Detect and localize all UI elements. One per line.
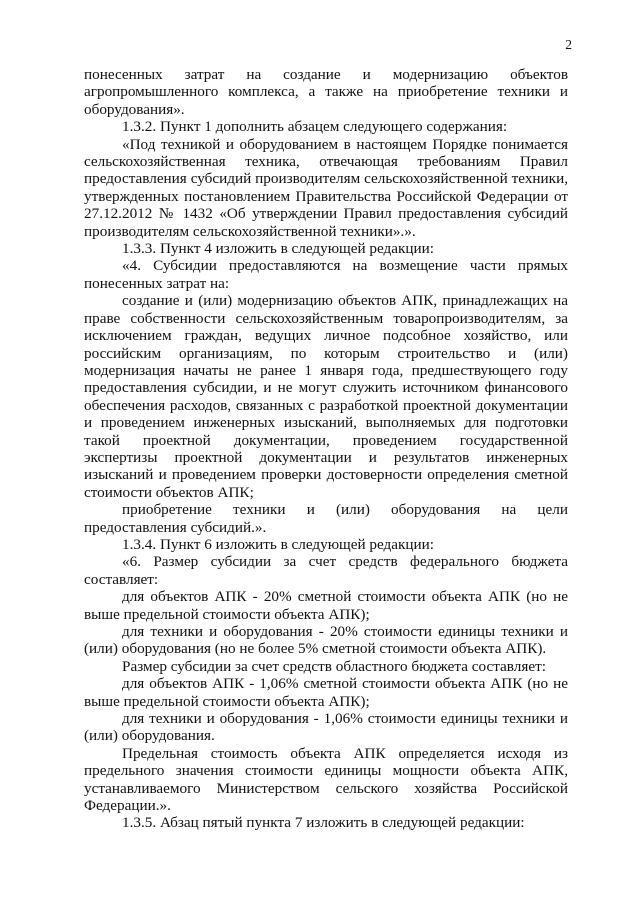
paragraph-federal-equipment: для техники и оборудования - 20% стоимости единицы техники и (или) оборудования (но не более 5% сметной стоимости объекта АПК). [84, 623, 568, 658]
paragraph-continuation: понесенных затрат на создание и модернизацию объектов агропромышленного комплекса, а также на приобретение техники и оборудования». [84, 66, 568, 118]
paragraph-clause-6: «6. Размер субсидии за счет средств федерального бюджета составляет: [84, 553, 568, 588]
paragraph-definition: «Под техникой и оборудованием в настоящем Порядке понимается сельскохозяйственная техника, отвечающая требованиям Правил предоставления субсидий производителям сельскохозяйственной техники, утвержденных постановлением Правительства Российской Федерации от 27.12.2012 № 1432 «Об утверждении Правил предоставления субсидий производителям сельскохозяйственной техники».». [84, 135, 568, 240]
paragraph-clause-4: «4. Субсидии предоставляются на возмещение части прямых понесенных затрат на: [84, 257, 568, 292]
paragraph-federal-objects: для объектов АПК - 20% сметной стоимости объекта АПК (но не выше предельной стоимости объекта АПК); [84, 588, 568, 623]
paragraph-item-1-3-4: 1.3.4. Пункт 6 изложить в следующей редакции: [122, 535, 435, 553]
paragraph-regional-intro: Размер субсидии за счет средств областного бюджета составляет: [122, 657, 546, 675]
page-number: 2 [565, 37, 572, 52]
paragraph-max-cost: Предельная стоимость объекта АПК определяется исходя из предельного значения стоимости единицы мощности объекта АПК, устанавливаемого Министерством сельского хозяйства Российской Федерации.». [84, 744, 568, 815]
document-body [84, 66, 568, 832]
paragraph-regional-objects: для объектов АПК - 1,06% сметной стоимости объекта АПК (но не выше предельной стоимости объекта АПК); [84, 675, 568, 710]
paragraph-item-1-3-5: 1.3.5. Абзац пятый пункта 7 изложить в следующей редакции: [122, 814, 525, 832]
paragraph-item-1-3-2: 1.3.2. Пункт 1 дополнить абзацем следующего содержания: [122, 118, 508, 136]
paragraph-clause-4-creation: создание и (или) модернизацию объектов АПК, принадлежащих на праве собственности сельскохозяйственным товаропроизводителям, за исключением граждан, ведущих личное подсобное хозяйство, или российским организациям, по которым строительство и (или) модернизация начаты не ранее 1 января года, предшествующего году предоставления субсидии, и не могут служить источником финансового обеспечения расходов, связанных с разработкой проектной документации и проведением инженерных изысканий, выполняемых для подготовки такой проектной документации, проведением государственной экспертизы проектной документации и результатов инженерных изысканий и проведением проверки достоверности определения сметной стоимости объектов АПК; [84, 292, 568, 501]
paragraph-item-1-3-3: 1.3.3. Пункт 4 изложить в следующей редакции: [122, 240, 435, 258]
paragraph-regional-equipment: для техники и оборудования - 1,06% стоимости единицы техники и (или) оборудования. [84, 710, 568, 745]
paragraph-clause-4-purchase: приобретение техники и (или) оборудования на цели предоставления субсидий.». [84, 501, 568, 536]
